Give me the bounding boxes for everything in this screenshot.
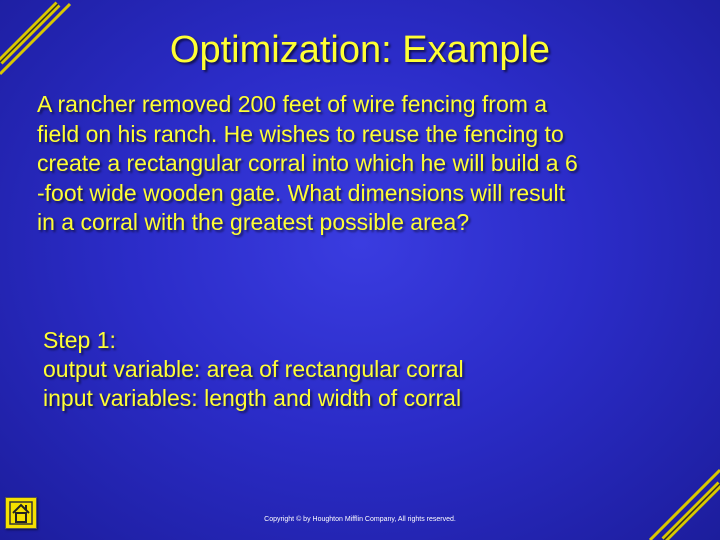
- slide-title: Optimization: Example: [169, 29, 551, 71]
- output-variable: output variable: area of rectangular corral: [43, 356, 464, 382]
- problem-line: field on his ranch. He wishes to reuse the fencing to: [37, 120, 564, 147]
- problem-line: create a rectangular corral into which he will build a 6: [37, 150, 578, 176]
- problem-line: in a corral with the greatest possible area?: [37, 209, 470, 235]
- copyright-notice: Copyright © by Houghton Mifflin Company, All rights reserved.: [264, 516, 456, 523]
- step-section: [43, 326, 683, 413]
- problem-line: -foot wide wooden gate. What dimensions will result: [37, 179, 565, 206]
- input-variables: input variables: length and width of corral: [43, 385, 462, 411]
- home-button[interactable]: [5, 497, 37, 529]
- step-heading: Step 1:: [43, 327, 116, 353]
- problem-line: A rancher removed 200 feet of wire fencing from a: [37, 91, 548, 117]
- bottom-right-stripes: [650, 470, 720, 540]
- problem-statement: [37, 90, 697, 238]
